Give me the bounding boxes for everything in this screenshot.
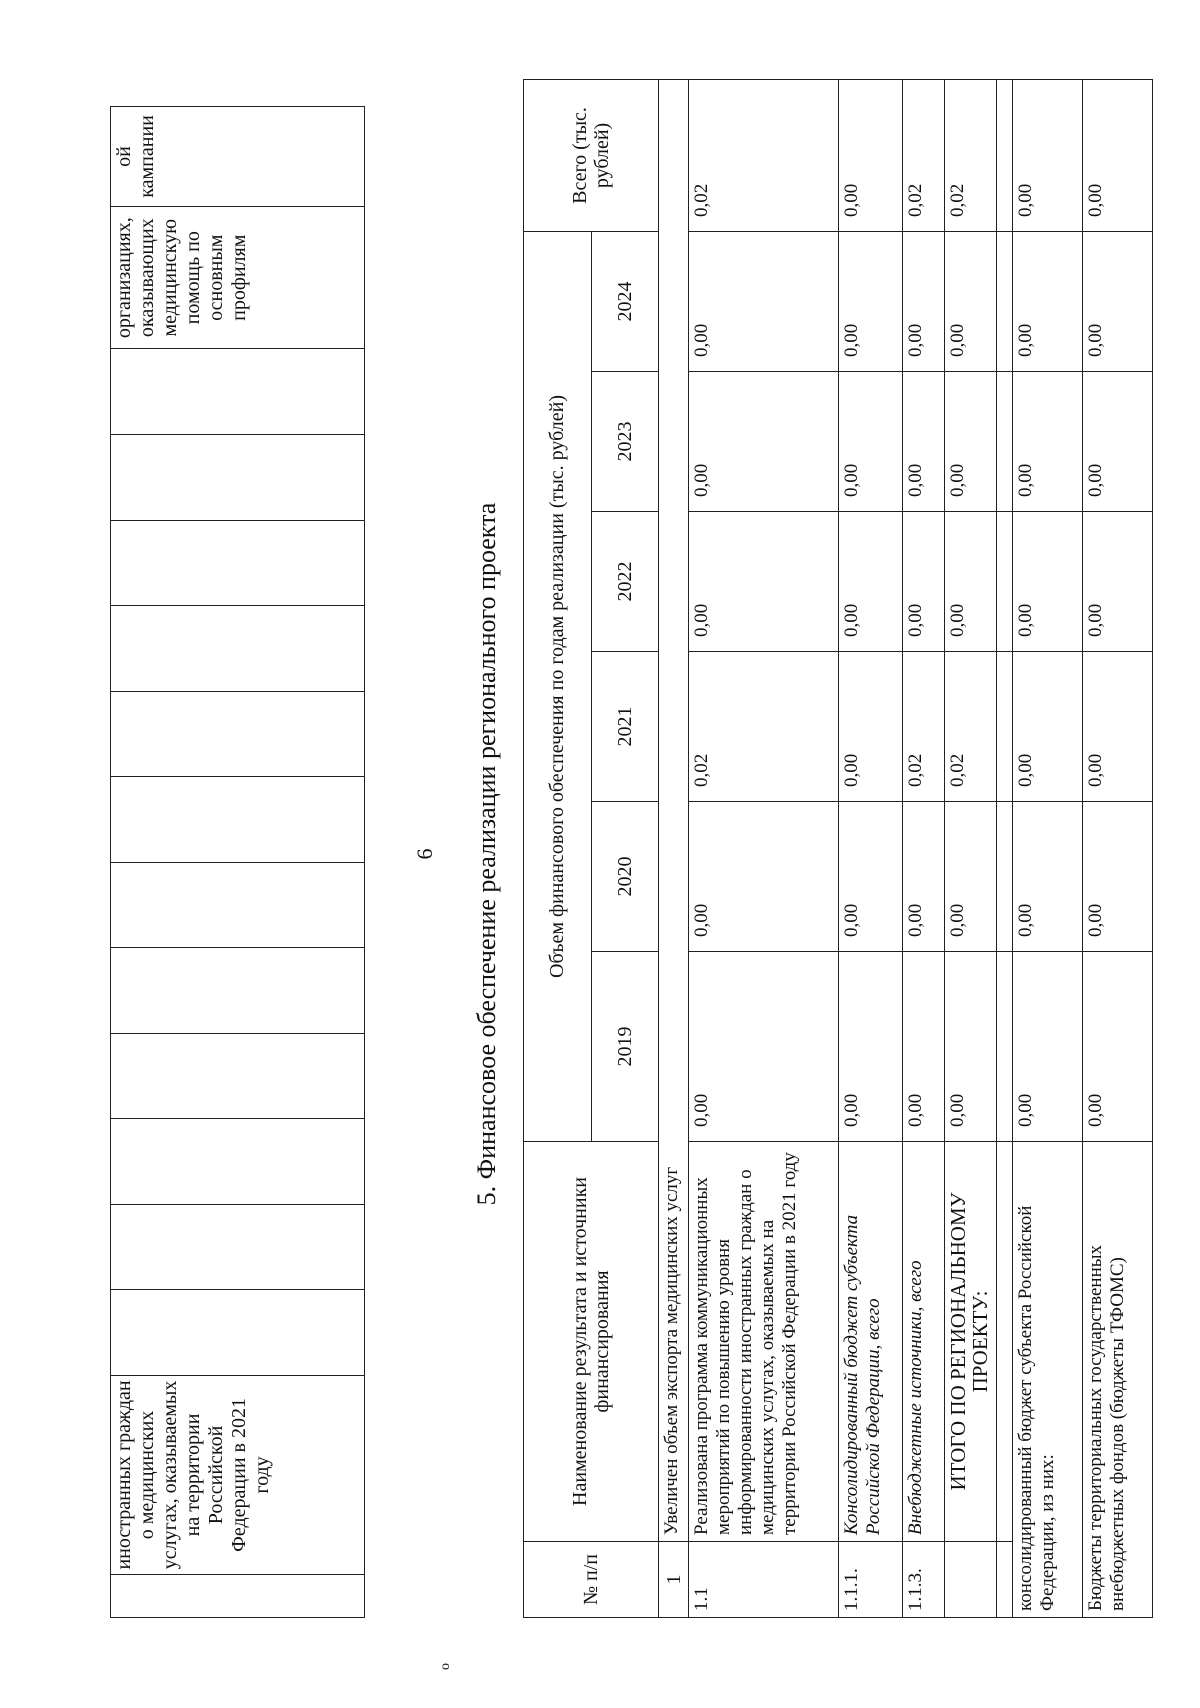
cont-cell [111,435,365,521]
row-value: 0,00 [839,372,903,512]
continuation-table [110,106,365,1618]
row-value: 0,00 [1083,952,1153,1142]
row-value: 0,00 [1083,652,1153,802]
section-title: 5. Финансовое обеспечение реализации регионального проекта [472,502,501,1206]
row-total: 0,00 [839,79,903,231]
row-value: 0,00 [839,231,903,371]
row-value: 0,00 [689,952,839,1142]
cont-cell [111,606,365,692]
row-total: 0,02 [903,79,945,231]
cont-cell [111,948,365,1034]
row-value: 0,00 [945,802,997,952]
row-num: 1 [659,1542,689,1618]
cont-cell [111,1575,365,1618]
cont-cell [111,1204,365,1290]
row-value: 0,00 [1013,802,1083,952]
cont-last-cell: ой кампании [111,107,365,207]
row-value: 0,02 [903,652,945,802]
header-row [524,79,592,1617]
row-name: Увеличен объем экспорта медицинских услуг [659,79,689,1541]
row-value [997,802,1013,952]
row-value: 0,00 [903,802,945,952]
row-value: 0,00 [839,802,903,952]
row-value [997,372,1013,512]
row-value: 0,00 [945,372,997,512]
header-total: Всего (тыс. рублей) [524,79,659,231]
row-value: 0,00 [1013,512,1083,652]
row-value: 0,00 [839,512,903,652]
row-value: 0,00 [1013,231,1083,371]
row-value: 0,02 [945,652,997,802]
row-value: 0,00 [689,231,839,371]
row-num: 1.1 [689,1542,839,1618]
row-num [997,1542,1013,1618]
row-value: 0,00 [945,512,997,652]
table-row [659,79,689,1617]
cont-cell [111,777,365,863]
row-value: 0,00 [1013,952,1083,1142]
row-total [997,79,1013,231]
table-row [689,79,839,1617]
row-value: 0,00 [903,231,945,371]
row-value: 0,00 [945,952,997,1142]
row-name: ИТОГО ПО РЕГИОНАЛЬНОМУ ПРОЕКТУ: [945,1142,997,1542]
cont-cell [111,691,365,777]
corner-mark: o [438,1663,453,1670]
table-row [1013,79,1083,1617]
financing-table [523,79,1153,1618]
header-year: 2024 [591,231,659,371]
cont-cell [111,1119,365,1205]
cont-cell [111,1033,365,1119]
table-row-total [945,79,997,1617]
row-total: 0,00 [1013,79,1083,231]
cont-cell [111,1290,365,1376]
row-num: 1.1.3. [903,1542,945,1618]
cont-cell [111,862,365,948]
row-value: 0,00 [839,652,903,802]
row-total: 0,02 [945,79,997,231]
row-total: 0,02 [689,79,839,231]
row-value: 0,00 [945,231,997,371]
table-row [839,79,903,1617]
table-row-spacer [997,79,1013,1617]
cont-description-cell: иностранных граждан о медицинских услугах, оказываемых на территории Российской Федерации в 2021 году [111,1375,365,1575]
continuation-row [111,107,365,1618]
row-value [997,512,1013,652]
header-year: 2021 [591,652,659,802]
row-value: 0,00 [1013,372,1083,512]
row-value: 0,00 [839,952,903,1142]
cont-cell [111,349,365,435]
table-row [903,79,945,1617]
header-year: 2023 [591,372,659,512]
row-num [945,1542,997,1618]
cont-cell [111,520,365,606]
row-name: Бюджеты территориальных государственных внебюджетных фондов (бюджеты ТФОМС) [1083,1142,1153,1618]
row-value: 0,00 [1083,802,1153,952]
row-value [997,652,1013,802]
header-year: 2020 [591,802,659,952]
row-num: 1.1.1. [839,1542,903,1618]
row-value: 0,00 [1083,372,1153,512]
table-row [1083,79,1153,1617]
row-value: 0,00 [689,372,839,512]
row-value: 0,00 [903,952,945,1142]
row-name: Реализована программа коммуникационных мероприятий по повышению уровня информированности иностранных граждан о медицинских услугах, оказываемых на территории Российской Федерации в 2021 году [689,1142,839,1542]
row-value: 0,00 [1083,512,1153,652]
row-value: 0,00 [903,372,945,512]
header-year: 2022 [591,512,659,652]
row-value: 0,02 [689,652,839,802]
row-value: 0,00 [689,802,839,952]
row-name: Внебюджетные источники, всего [903,1142,945,1542]
row-value [997,231,1013,371]
row-value: 0,00 [1083,231,1153,371]
row-total: 0,00 [1083,79,1153,231]
row-name: консолидированный бюджет субъекта Российской Федерации, из них: [1013,1142,1083,1618]
row-name [997,1142,1013,1542]
header-name: Наименование результата и источники финансирования [524,1142,659,1542]
row-value: 0,00 [1013,652,1083,802]
row-value: 0,00 [903,512,945,652]
cont-org-cell: организациях, оказывающих медицинскую помощь по основным профилям [111,206,365,349]
row-value [997,952,1013,1142]
row-value: 0,00 [689,512,839,652]
row-name: Консолидированный бюджет субъекта Российской Федерации, всего [839,1142,903,1542]
header-num: № п/п [524,1542,659,1618]
header-volume: Объем финансового обеспечения по годам реализации (тыс. рублей) [524,231,592,1141]
header-year: 2019 [591,952,659,1142]
page-number: 6 [412,848,437,860]
